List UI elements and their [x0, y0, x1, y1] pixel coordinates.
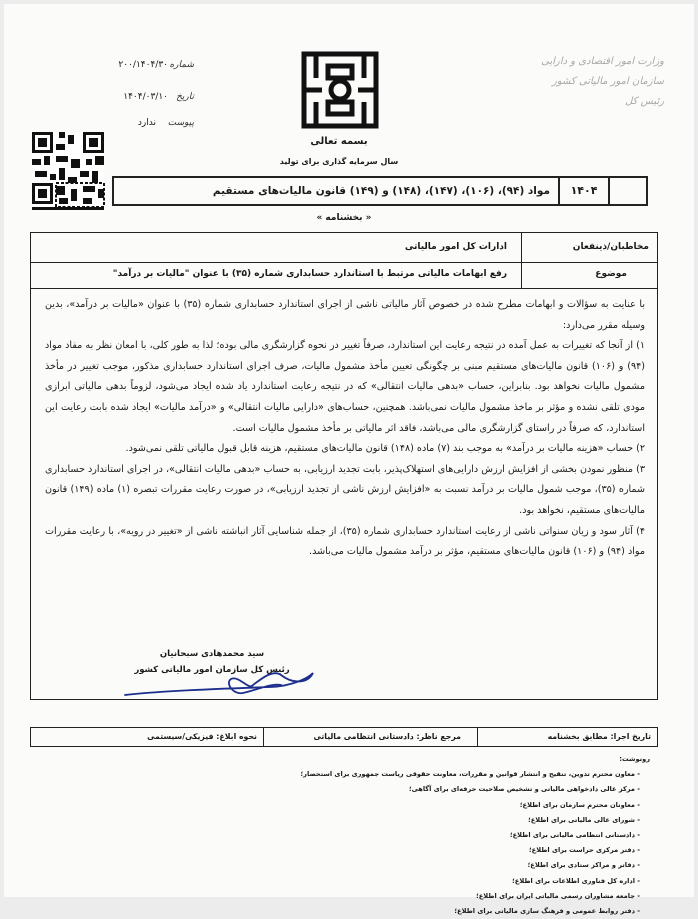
notification-method: نحوه ابلاغ: فیزیکی/سیستمی [147, 732, 257, 741]
attachment-value: ندارد [137, 118, 156, 128]
audience-label: مخاطبان/ذینفعان [572, 242, 649, 252]
cc-item: - معاونان محترم سازمان برای اطلاع؛ [519, 800, 640, 809]
body-paragraph: ۱) از آنجا که تغییرات به عمل آمده در نتیجه رعایت این استاندارد، صرفاً تغییر در نحوه گزارشگری مالی بوده؛ لذا به طور کلی، با امعان نظر به مفاد مواد (۹۴) و (۱۰۶) قانون مالیات‌های مستقیم مبنی بر چگونگی تعیین مأخذ مشمول مالیات، صرف اجرای استاندارد حسابداری مذکور، موجب تغییر در مأخذ مشمول مالیات نخواهد بود. بنابراین، حساب «بدهی مالیات انتقالی» که در نتیجه رعایت استاندارد یاد شده ایجاد می‌شود، لزوماً بدهی مالیاتی ابرازی مودی تلقی نشده و مؤثر بر ماخذ مشمول مالیات نمی‌باشد. همچنین، حساب‌های «دارایی مالیات انتقالی» و «درآمد مالیات» ایجاد شده بابت رعایت این استاندارد، که صرفاً در راستای گزارشگری مالی می‌باشد، فاقد اثر مالیاتی بر مأخذ مشمول مالیات است. [45, 340, 645, 434]
signer-title: رئیس کل سازمان امور مالیاتی کشور [134, 665, 290, 675]
footer-divider [263, 728, 264, 746]
footer-info-row [30, 727, 658, 747]
body-paragraph: ۳) منظور نمودن بخشی از افزایش ارزش دارایی‌های استهلاک‌پذیر، بابت تجدید ارزیابی، به حساب «بدهی مالیات انتقالی»، در اجرای استاندارد حسابداری شماره (۳۵)، موجب شمول مالیات بر درآمد نسبت به «افزایش ارزش ناشی از تجدید ارزیابی»، در صورت رعایت مقررات تبصره (۱) ماده (۱۴۹) قانون مالیات‌های مستقیم، نخواهد بود. [45, 463, 645, 516]
handwritten-signature-icon [121, 665, 321, 705]
letter-date [84, 92, 194, 106]
audience-value: ادارات کل امور مالیاتی [404, 242, 507, 252]
cc-item: - شورای عالی مالیاتی برای اطلاع؛ [528, 815, 640, 824]
subject-label: موضوع [595, 269, 627, 279]
cc-list [104, 752, 654, 919]
body-paragraph: ۲) حساب «هزینه مالیات بر درآمد» به موجب بند (۷) ماده (۱۴۸) قانون مالیات‌های مستقیم، هزینه قابل قبول مالیاتی تلقی نمی‌شود. [125, 443, 645, 455]
cc-item: - دفاتر و مراکز ستادی برای اطلاع؛ [527, 861, 640, 870]
cc-item: - دفتر مرکزی حراست برای اطلاع؛ [529, 846, 640, 855]
oversight-authority: مرجع ناظر: دادستانی انتظامی مالیاتی [313, 732, 461, 741]
column-divider [521, 233, 522, 289]
execution-date: تاریخ اجرا: مطابق بخشنامه [547, 732, 651, 741]
body-paragraph: با عنایت به سؤالات و ابهامات مطرح شده در خصوص آثار مالیاتی ناشی از اجرای استاندارد حسابداری شماره (۳۵) با عنوان «مالیات بر درآمد»، بدین وسیله مقرر می‌دارد: [45, 299, 646, 331]
date-label: تاریخ [176, 92, 194, 102]
circular-body [45, 295, 645, 563]
title-end-cell [610, 176, 648, 206]
cc-item: - دفتر روابط عمومی و فرهنگ سازی مالیاتی برای اطلاع؛ [454, 907, 640, 916]
letter-attachment [84, 118, 194, 132]
cc-item: - مرکز عالی دادخواهی مالیاتی و تشخیص صلاحیت حرفه‌ای برای آگاهی؛ [408, 785, 640, 794]
title-box [112, 176, 560, 206]
ministry-header [504, 52, 664, 112]
attachment-label: پیوست [167, 118, 194, 128]
circular-table [30, 232, 658, 700]
signer-name: سید محمدهادی سبحانیان [159, 649, 265, 659]
qr-code-icon [32, 132, 104, 210]
letter-page [4, 4, 694, 916]
title-text: مواد (۹۴)، (۱۰۶)، (۱۴۷)، (۱۴۸) و (۱۴۹) قانون مالیات‌های مستقیم [212, 185, 550, 197]
date-value: ۱۴۰۴/۰۳/۱۰ [123, 92, 168, 102]
bismillah-heading: بسمه تعالی [310, 136, 368, 147]
cc-item: - اداره کل فناوری اطلاعات برای اطلاع؛ [512, 876, 640, 885]
circular-label: « بخشنامه » [316, 213, 372, 223]
tax-organization-emblem-icon [298, 48, 382, 132]
ministry-line: سازمان امور مالیاتی کشور [552, 76, 664, 87]
subject-value: رفع ابهامات مالیاتی مرتبط با استاندارد حسابداری شماره (۳۵) با عنوان "مالیات بر درآمد" [112, 269, 507, 279]
subject-row [31, 263, 657, 289]
year-slogan: سال سرمایه گذاری برای تولید [279, 157, 399, 166]
cc-item: - معاون محترم تدوین، تنقیح و انتشار قوانین و مقررات، معاونت حقوقی ریاست جمهوری برای استحضار؛ [300, 770, 640, 779]
audience-row [31, 233, 657, 263]
cc-heading: رونوشت: [619, 755, 650, 763]
letter-number [84, 60, 194, 74]
body-paragraph: ۴) آثار سود و زیان سنواتی ناشی از رعایت استاندارد حسابداری شماره (۳۵)، از جمله شناسایی آثار انباشته ناشی از «تغییر در رویه»، با رعایت مقررات مواد (۹۴) و (۱۰۶) قانون مالیات‌های مستقیم، مؤثر بر درآمد مشمول مالیات می‌باشد. [45, 525, 645, 558]
cc-item: - جامعه مشاوران رسمی مالیاتی ایران برای اطلاع؛ [476, 891, 640, 900]
ministry-line: وزارت امور اقتصادی و دارایی [541, 56, 664, 67]
cc-item: - دادستانی انتظامی مالیاتی برای اطلاع؛ [510, 831, 640, 840]
number-label: شماره [169, 60, 194, 70]
ministry-line: رئیس کل [625, 96, 664, 107]
number-value: ۲۰۰/۱۴۰۴/۳۰ [118, 60, 168, 70]
title-year: ۱۴۰۴ [560, 176, 610, 206]
footer-divider [477, 728, 478, 746]
